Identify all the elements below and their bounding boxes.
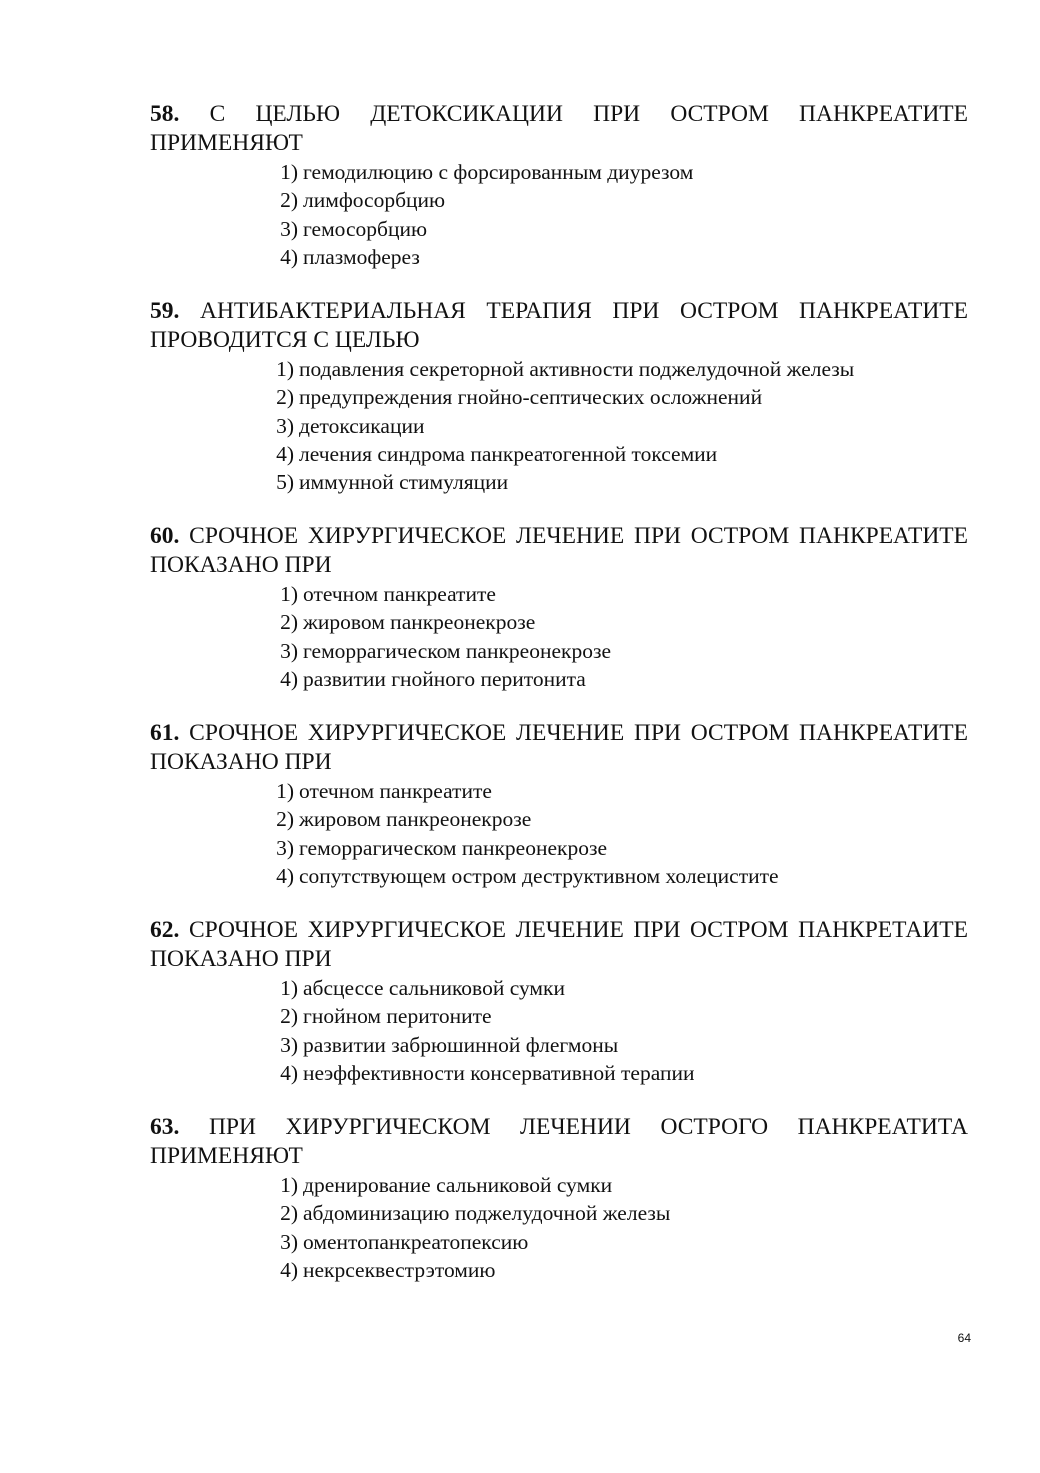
answer-option: 3) детоксикации: [276, 413, 425, 438]
answer-option: 3) гемосорбцию: [280, 216, 428, 241]
answer-option: 2) гнойном перитоните: [280, 1004, 492, 1029]
question-text: АНТИБАКТЕРИАЛЬНАЯ ТЕРАПИЯ ПРИ ОСТРОМ ПАНКРЕАТИТЕ ПРОВОДИТСЯ С ЦЕЛЬЮ: [150, 298, 969, 353]
question-number: 58.: [150, 101, 180, 127]
answer-option: 2) предупреждения гнойно-септических осложнений: [276, 385, 763, 410]
question-text: ПРИ ХИРУРГИЧЕСКОМ ЛЕЧЕНИИ ОСТРОГО ПАНКРЕАТИТА ПРИМЕНЯЮТ: [150, 1114, 969, 1169]
answer-option: 4) плазмоферез: [280, 244, 420, 269]
question-text: С ЦЕЛЬЮ ДЕТОКСИКАЦИИ ПРИ ОСТРОМ ПАНКРЕАТИТЕ ПРИМЕНЯЮТ: [150, 101, 968, 156]
answer-option: 2) жировом панкреонекрозе: [280, 610, 536, 635]
question-text: СРОЧНОЕ ХИРУРГИЧЕСКОЕ ЛЕЧЕНИЕ ПРИ ОСТРОМ ПАНКРЕАТИТЕ ПОКАЗАНО ПРИ: [150, 720, 969, 775]
question-61: [150, 719, 968, 890]
question-number: 62.: [150, 917, 180, 943]
answer-option: 2) жировом панкреонекрозе: [276, 807, 532, 832]
answer-options: [268, 974, 968, 1087]
answer-option: 3) геморрагическом панкреонекрозе: [280, 638, 611, 663]
answer-option: 1) абсцессе сальниковой сумки: [280, 976, 565, 1000]
question-58: [150, 100, 968, 271]
question-number: 59.: [150, 298, 180, 324]
question-number: 63.: [150, 1114, 180, 1140]
answer-option: 1) отечном панкреатите: [276, 779, 492, 803]
page-number: 64: [957, 1331, 971, 1345]
answer-options: [268, 580, 968, 693]
answer-option: 4) сопутствующем остром деструктивном холецистите: [276, 863, 779, 888]
answer-options: [268, 158, 968, 271]
answer-option: 1) дренирование сальниковой сумки: [280, 1173, 613, 1197]
answer-option: 4) некрсеквестрэтомию: [280, 1257, 496, 1282]
question-title: [150, 522, 968, 579]
question-title: [150, 297, 968, 354]
question-title: [150, 916, 968, 973]
answer-option: 3) геморрагическом панкреонекрозе: [276, 835, 607, 860]
answer-option: 2) абдоминизацию поджелудочной железы: [280, 1201, 671, 1226]
question-title: [150, 719, 968, 776]
answer-options: [264, 355, 968, 496]
answer-option: 5) иммунной стимуляции: [276, 470, 509, 495]
question-63: [150, 1113, 968, 1284]
question-text: СРОЧНОЕ ХИРУРГИЧЕСКОЕ ЛЕЧЕНИЕ ПРИ ОСТРОМ ПАНКРЕАТИТЕ ПОКАЗАНО ПРИ: [150, 523, 969, 578]
answer-option: 3) оментопанкреатопексию: [280, 1229, 529, 1254]
question-title: [150, 1113, 968, 1170]
question-title: [150, 100, 968, 157]
answer-option: 1) отечном панкреатите: [280, 582, 496, 606]
question-62: [150, 916, 968, 1087]
answer-options: [268, 1171, 968, 1284]
question-text: СРОЧНОЕ ХИРУРГИЧЕСКОЕ ЛЕЧЕНИЕ ПРИ ОСТРОМ ПАНКРЕТАИТЕ ПОКАЗАНО ПРИ: [150, 917, 968, 972]
question-number: 61.: [150, 720, 180, 746]
question-60: [150, 522, 968, 693]
answer-option: 4) неэффективности консервативной терапии: [280, 1060, 695, 1085]
answer-option: 1) подавления секреторной активности поджелудочной железы: [276, 357, 855, 381]
answer-option: 4) лечения синдрома панкреатогенной токсемии: [276, 441, 718, 466]
question-59: [150, 297, 968, 496]
question-number: 60.: [150, 523, 180, 549]
answer-options: [264, 777, 968, 890]
answer-option: 3) развитии забрюшинной флегмоны: [280, 1032, 619, 1057]
answer-option: 1) гемодилюцию с форсированным диурезом: [280, 160, 694, 184]
answer-option: 2) лимфосорбцию: [280, 188, 446, 213]
answer-option: 4) развитии гнойного перитонита: [280, 666, 586, 691]
